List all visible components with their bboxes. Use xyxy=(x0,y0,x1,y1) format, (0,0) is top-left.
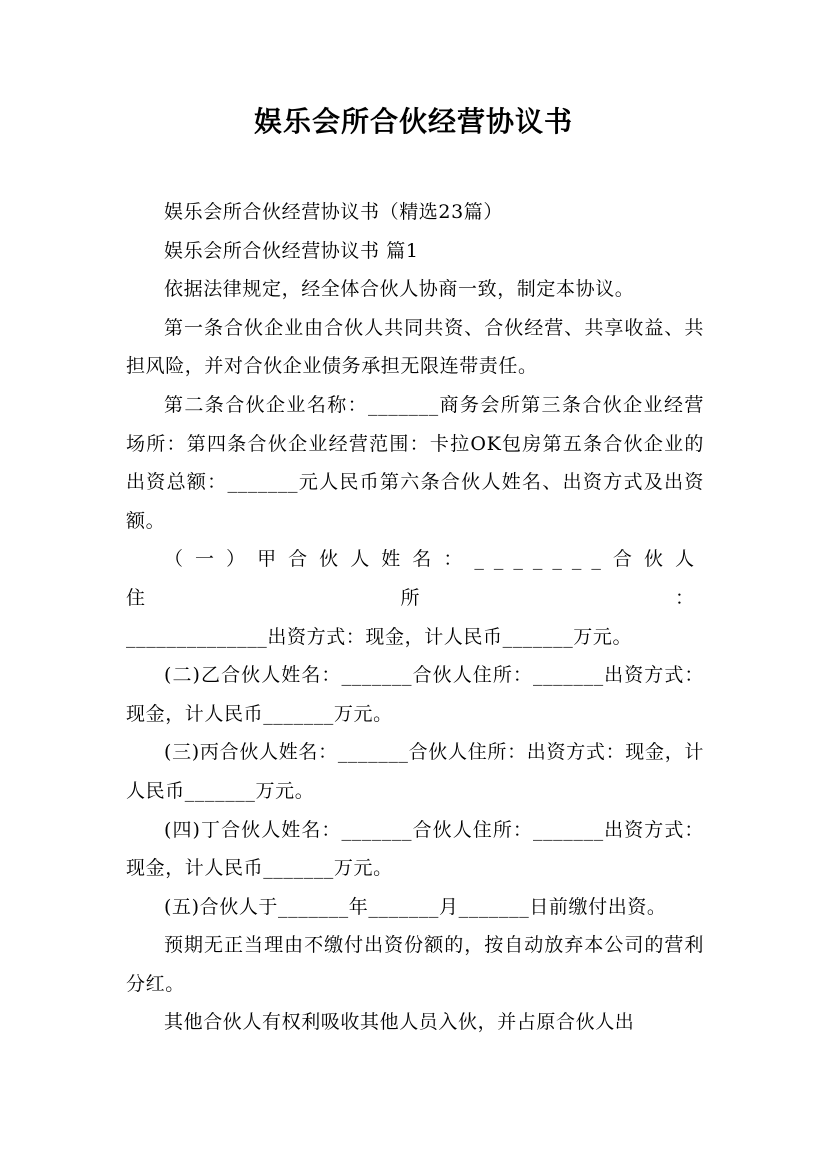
paragraph-article-1: 第一条合伙企业由合伙人共同共资、合伙经营、共享收益、共担风险，并对合伙企业债务承担无限连带责任。 xyxy=(126,316,704,378)
paragraph-default-clause: 预期无正当理由不缴付出资份额的，按自动放弃本公司的营利分红。 xyxy=(126,934,704,995)
paragraph-subtitle: 娱乐会所合伙经营协议书（精选23篇） xyxy=(164,201,503,223)
document-body xyxy=(126,193,704,1042)
paragraph-payment-deadline: (五)合伙人于_______年_______月_______日前缴付出资。 xyxy=(164,895,667,918)
paragraph-partner-d: (四)丁合伙人姓名：_______合伙人住所：_______出资方式：现金，计人民币_______万元。 xyxy=(126,818,704,880)
paragraph-preamble: 依据法律规定，经全体合伙人协商一致，制定本协议。 xyxy=(164,278,635,301)
paragraph-partner-a: （一）甲合伙人姓名：_______合伙人住所： xyxy=(126,548,704,609)
paragraph-section-heading: 娱乐会所合伙经营协议书 篇1 xyxy=(164,239,419,262)
paragraph-article-2: 第二条合伙企业名称：_______商务会所第三条合伙企业经营场所：第四条合伙企业经营范围：卡拉OK包房第五条合伙企业的出资总额：_______元人民币第六条合伙人姓名、出资方式及出资额。 xyxy=(126,393,704,532)
document-title: 娱乐会所合伙经营协议书 xyxy=(253,105,573,138)
paragraph-partner-b: (二)乙合伙人姓名：_______合伙人住所：_______出资方式：现金，计人民币_______万元。 xyxy=(126,664,704,725)
paragraph-partner-c: (三)丙合伙人姓名：_______合伙人住所：出资方式：现金，计人民币_______万元。 xyxy=(126,741,704,802)
paragraph-admission-clause: 其他合伙人有权利吸收其他人员入伙，并占原合伙人出 xyxy=(164,1011,635,1034)
paragraph-partner-a-contribution: ______________出资方式：现金，计人民币_______万元。 xyxy=(126,625,633,648)
